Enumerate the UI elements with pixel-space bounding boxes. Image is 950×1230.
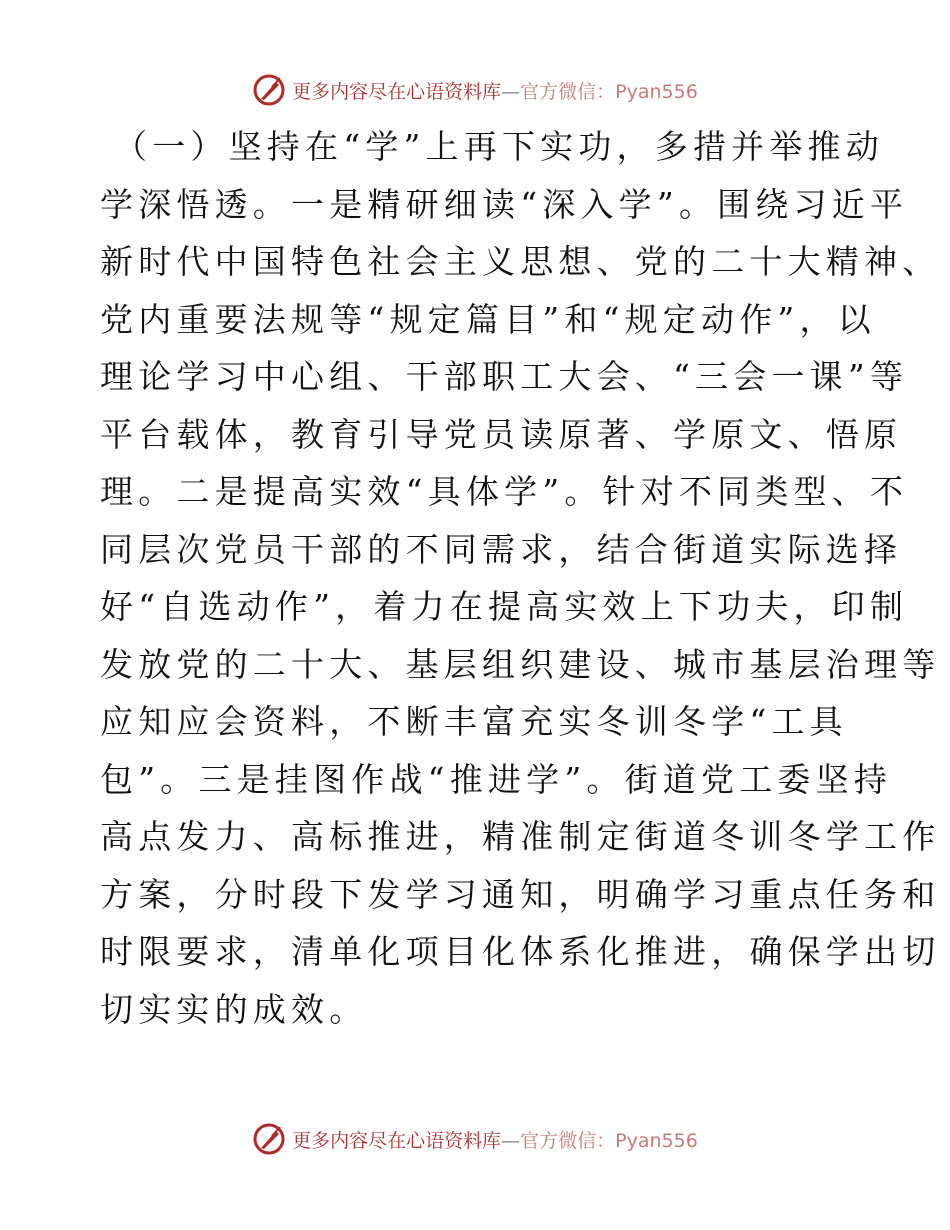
body-line: 应知应会资料，不断丰富充实冬训冬学“工具 [100,702,848,741]
body-line: 方案，分时段下发学习通知，明确学习重点任务和 [100,874,941,914]
quill-circle-icon [252,73,286,107]
footer-promo-text [292,1126,698,1153]
footer-contact: 官方微信：Pyan556 [520,1129,698,1152]
document-body [100,118,941,1038]
body-line: 平台载体，教育引导党员读原著、学原文、悟原 [100,414,903,454]
header-separator: — [501,80,521,103]
body-line: 发放党的二十大、基层组织建设、城市基层治理等 [100,644,941,684]
header-promo: 更多内容尽在心语资料库 [292,80,502,103]
body-line: 理。二是提高实效“具体学”。针对不同类型、不 [100,472,909,511]
body-line: 高点发力、高标推进，精准制定街道冬训冬学工作 [100,817,941,856]
body-line: 新时代中国特色社会主义思想、党的二十大精神、 [100,242,941,281]
header-contact: 官方微信：Pyan556 [520,80,698,103]
body-line: （一）坚持在“学”上再下实功，多措并举推动 [114,127,884,166]
body-line: 好“自选动作”，着力在提高实效上下功夫，印制 [100,587,909,626]
footer-banner [0,1119,950,1159]
body-line: 同层次党员干部的不同需求，结合街道实际选择 [100,529,903,569]
header-banner [0,70,950,110]
body-line: 时限要求，清单化项目化体系化推进，确保学出切 [100,932,941,971]
quill-circle-icon [252,1122,286,1156]
body-line: 党内重要法规等“规定篇目”和“规定动作”，以 [100,299,876,339]
body-line: 理论学习中心组、干部职工大会、“三会一课”等 [100,357,909,396]
body-line: 学深悟透。一是精研细读“深入学”。围绕习近平 [100,184,909,224]
footer-separator: — [501,1129,521,1152]
body-line: 切实实的成效。 [100,989,368,1029]
body-line: 包”。三是挂图作战“推进学”。街道党工委坚持 [100,759,893,799]
header-promo-text [292,77,698,104]
footer-promo: 更多内容尽在心语资料库 [292,1129,502,1152]
